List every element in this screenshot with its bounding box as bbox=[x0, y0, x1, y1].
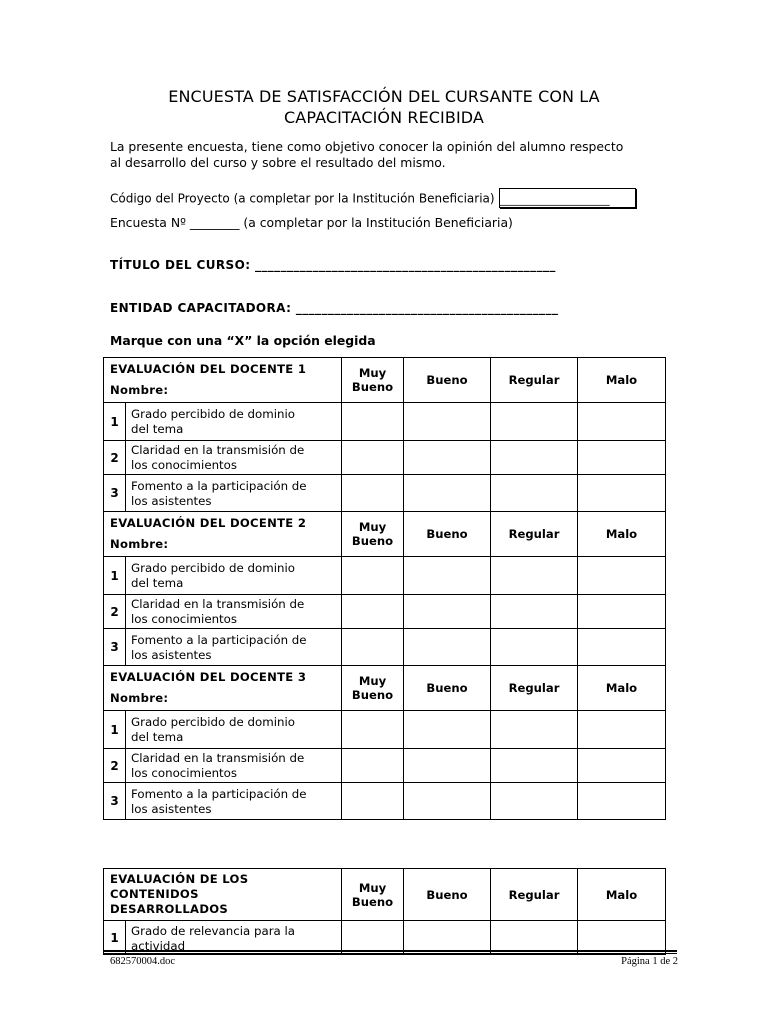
docente-title: EVALUACIÓN DEL DOCENTE 3 bbox=[110, 670, 307, 684]
option-muy-bueno[interactable] bbox=[342, 595, 404, 629]
intro-text bbox=[110, 139, 655, 171]
item-label: Fomento a la participación de los asistentes bbox=[126, 783, 342, 820]
docente-nombre-label: Nombre: bbox=[110, 691, 169, 705]
item-label: Grado percibido de dominio del tema bbox=[126, 403, 342, 441]
col-regular: Regular bbox=[491, 512, 578, 557]
option-malo[interactable] bbox=[578, 441, 666, 475]
contenidos-title-line-1: EVALUACIÓN DE LOS bbox=[110, 872, 249, 886]
option-malo[interactable] bbox=[578, 557, 666, 595]
table-row bbox=[104, 441, 666, 475]
item-number: 1 bbox=[104, 921, 126, 955]
col-malo: Malo bbox=[578, 512, 666, 557]
option-malo[interactable] bbox=[578, 711, 666, 749]
option-regular[interactable] bbox=[491, 557, 578, 595]
docente-nombre-label: Nombre: bbox=[110, 537, 169, 551]
col-malo: Malo bbox=[578, 358, 666, 403]
option-bueno[interactable] bbox=[404, 783, 491, 820]
contenidos-title-line-3: DESARROLLADOS bbox=[110, 902, 229, 916]
docente-header-cell bbox=[104, 512, 342, 557]
option-bueno[interactable] bbox=[404, 441, 491, 475]
option-muy-bueno[interactable] bbox=[342, 475, 404, 512]
option-muy-bueno[interactable] bbox=[342, 783, 404, 820]
option-bueno[interactable] bbox=[404, 595, 491, 629]
item-number: 2 bbox=[104, 595, 126, 629]
col-bueno: Bueno bbox=[404, 869, 491, 921]
table-row bbox=[104, 595, 666, 629]
item-label: Claridad en la transmisión de los conocimientos bbox=[126, 441, 342, 475]
option-regular[interactable] bbox=[491, 749, 578, 783]
option-muy-bueno[interactable] bbox=[342, 711, 404, 749]
table-row bbox=[104, 783, 666, 820]
codigo-proyecto-row bbox=[110, 189, 636, 209]
docente-header-cell bbox=[104, 666, 342, 711]
item-label: Grado de relevancia para la actividad bbox=[126, 921, 342, 955]
item-label: Fomento a la participación de los asistentes bbox=[126, 475, 342, 512]
item-number: 1 bbox=[104, 711, 126, 749]
item-number: 3 bbox=[104, 629, 126, 666]
docente-3-table bbox=[103, 665, 666, 820]
option-bueno[interactable] bbox=[404, 629, 491, 666]
col-regular: Regular bbox=[491, 358, 578, 403]
item-label: Claridad en la transmisión de los conocimientos bbox=[126, 749, 342, 783]
item-number: 1 bbox=[104, 557, 126, 595]
option-muy-bueno[interactable] bbox=[342, 629, 404, 666]
col-muy-bueno: Muy Bueno bbox=[342, 358, 404, 403]
table-row bbox=[104, 711, 666, 749]
table-row bbox=[104, 403, 666, 441]
option-malo[interactable] bbox=[578, 475, 666, 512]
contenidos-header-row bbox=[104, 869, 666, 921]
col-muy-bueno: Muy Bueno bbox=[342, 512, 404, 557]
option-bueno[interactable] bbox=[404, 475, 491, 512]
col-muy-bueno: Muy Bueno bbox=[342, 666, 404, 711]
col-regular: Regular bbox=[491, 869, 578, 921]
intro-line-2: al desarrollo del curso y sobre el resultado del mismo. bbox=[110, 155, 446, 170]
titulo-curso-line[interactable]: TÍTULO DEL CURSO: _______________________________________________ bbox=[110, 258, 556, 272]
option-muy-bueno[interactable] bbox=[342, 403, 404, 441]
option-malo[interactable] bbox=[578, 403, 666, 441]
col-malo: Malo bbox=[578, 666, 666, 711]
option-muy-bueno[interactable] bbox=[342, 441, 404, 475]
docente-title: EVALUACIÓN DEL DOCENTE 1 bbox=[110, 362, 307, 376]
option-bueno[interactable] bbox=[404, 557, 491, 595]
option-malo[interactable] bbox=[578, 629, 666, 666]
item-number: 2 bbox=[104, 749, 126, 783]
item-number: 3 bbox=[104, 475, 126, 512]
footer-filename: 682570004.doc bbox=[110, 956, 176, 967]
col-bueno: Bueno bbox=[404, 666, 491, 711]
option-malo[interactable] bbox=[578, 783, 666, 820]
option-regular[interactable] bbox=[491, 441, 578, 475]
option-bueno[interactable] bbox=[404, 711, 491, 749]
col-regular: Regular bbox=[491, 666, 578, 711]
contenidos-header-cell bbox=[104, 869, 342, 921]
title-line-1: ENCUESTA DE SATISFACCIÓN DEL CURSANTE CON LA bbox=[168, 87, 600, 106]
codigo-proyecto-label: Código del Proyecto (a completar por la Institución Beneficiaria) bbox=[110, 191, 495, 206]
option-bueno[interactable] bbox=[404, 749, 491, 783]
table-row bbox=[104, 629, 666, 666]
option-bueno[interactable] bbox=[404, 403, 491, 441]
option-muy-bueno[interactable] bbox=[342, 557, 404, 595]
encuesta-numero-line[interactable]: Encuesta Nº ________ (a completar por la Institución Beneficiaria) bbox=[110, 215, 513, 230]
contenidos-table bbox=[103, 868, 666, 955]
document-title bbox=[104, 86, 664, 128]
table-row bbox=[104, 475, 666, 512]
col-bueno: Bueno bbox=[404, 512, 491, 557]
contenidos-title-line-2: CONTENIDOS bbox=[110, 887, 199, 901]
docente-header-row bbox=[104, 358, 666, 403]
docente-nombre-label: Nombre: bbox=[110, 383, 169, 397]
table-row bbox=[104, 557, 666, 595]
intro-line-1: La presente encuesta, tiene como objetivo conocer la opinión del alumno respecto bbox=[110, 139, 624, 154]
item-label: Grado percibido de dominio del tema bbox=[126, 711, 342, 749]
item-label: Grado percibido de dominio del tema bbox=[126, 557, 342, 595]
col-bueno: Bueno bbox=[404, 358, 491, 403]
col-muy-bueno: Muy Bueno bbox=[342, 869, 404, 921]
option-regular[interactable] bbox=[491, 475, 578, 512]
option-regular[interactable] bbox=[491, 403, 578, 441]
option-regular[interactable] bbox=[491, 629, 578, 666]
docente-title: EVALUACIÓN DEL DOCENTE 2 bbox=[110, 516, 307, 530]
item-number: 2 bbox=[104, 441, 126, 475]
option-regular[interactable] bbox=[491, 595, 578, 629]
codigo-proyecto-field[interactable]: ____________________ bbox=[499, 188, 636, 208]
docente-1-table bbox=[103, 357, 666, 512]
option-muy-bueno[interactable] bbox=[342, 749, 404, 783]
option-regular[interactable] bbox=[491, 711, 578, 749]
footer-divider bbox=[103, 950, 677, 954]
docente-2-table bbox=[103, 511, 666, 666]
instruction-text: Marque con una “X” la opción elegida bbox=[110, 333, 376, 348]
option-malo[interactable] bbox=[578, 595, 666, 629]
docente-header-cell bbox=[104, 358, 342, 403]
entidad-capacitadora-line[interactable]: ENTIDAD CAPACITADORA: _________________________________________ bbox=[110, 301, 559, 315]
option-malo[interactable] bbox=[578, 749, 666, 783]
title-line-2: CAPACITACIÓN RECIBIDA bbox=[284, 108, 484, 127]
table-row bbox=[104, 749, 666, 783]
item-number: 3 bbox=[104, 783, 126, 820]
item-label: Fomento a la participación de los asistentes bbox=[126, 629, 342, 666]
footer-page-number: Página 1 de 2 bbox=[621, 956, 678, 967]
item-label: Claridad en la transmisión de los conocimientos bbox=[126, 595, 342, 629]
item-number: 1 bbox=[104, 403, 126, 441]
col-malo: Malo bbox=[578, 869, 666, 921]
docente-header-row bbox=[104, 512, 666, 557]
option-regular[interactable] bbox=[491, 783, 578, 820]
docente-header-row bbox=[104, 666, 666, 711]
